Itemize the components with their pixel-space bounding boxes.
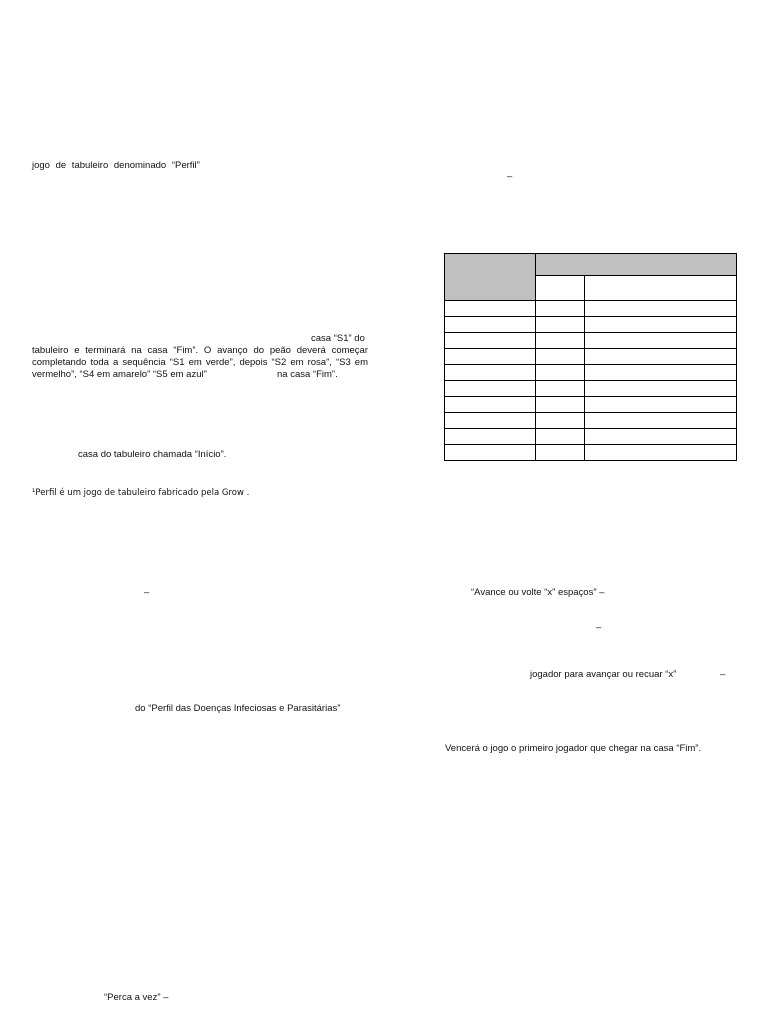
table-subheader-cell	[585, 276, 737, 301]
game-table	[444, 253, 737, 461]
rules-line-4-a: vermelho”, “S4 em amarelo” “S5 em azul”	[32, 369, 207, 380]
rules-line-2: tabuleiro e terminará na casa “Fim”. O avanço do peão deverá começar	[32, 345, 368, 356]
start-square-line: casa do tabuleiro chamada “Início”.	[78, 449, 227, 460]
table-row	[445, 349, 737, 365]
table-row	[445, 317, 737, 333]
table-row	[445, 333, 737, 349]
table-row	[445, 413, 737, 429]
dash-top-right: –	[507, 171, 513, 182]
table-row	[445, 445, 737, 461]
table-header-cell	[445, 254, 536, 301]
table-row	[445, 301, 737, 317]
disease-profile-title: do “Perfil das Doenças Infeciosas e Parasitárias”	[135, 703, 341, 714]
rules-line-3: completando toda a sequência “S1 em verde”, depois “S2 em rosa”, “S3 em	[32, 357, 368, 368]
table-row	[445, 397, 737, 413]
advance-or-back-label: “Avance ou volte “x” espaços” –	[471, 587, 605, 598]
table-row	[445, 381, 737, 397]
dash-after-player: –	[720, 669, 726, 680]
rules-line-4-b: na casa “Fim”.	[277, 369, 338, 380]
table-header-cell	[536, 254, 737, 276]
footnote: ¹Perfil é um jogo de tabuleiro fabricado pela Grow .	[32, 488, 250, 498]
intro-phrase: jogo de tabuleiro denominado “Perfil”	[32, 160, 200, 171]
dash-left: –	[144, 587, 150, 598]
winner-rule: Vencerá o jogo o primeiro jogador que chegar na casa “Fim”.	[445, 743, 702, 754]
player-advance-line: jogador para avançar ou recuar “x”	[530, 669, 677, 680]
lose-turn-label: “Perca a vez” –	[104, 992, 169, 1003]
dash-mid-right: –	[596, 622, 602, 633]
rules-line-1-end: casa “S1” do	[311, 333, 365, 344]
table-subheader-cell	[536, 276, 585, 301]
table-row	[445, 429, 737, 445]
table-row	[445, 365, 737, 381]
